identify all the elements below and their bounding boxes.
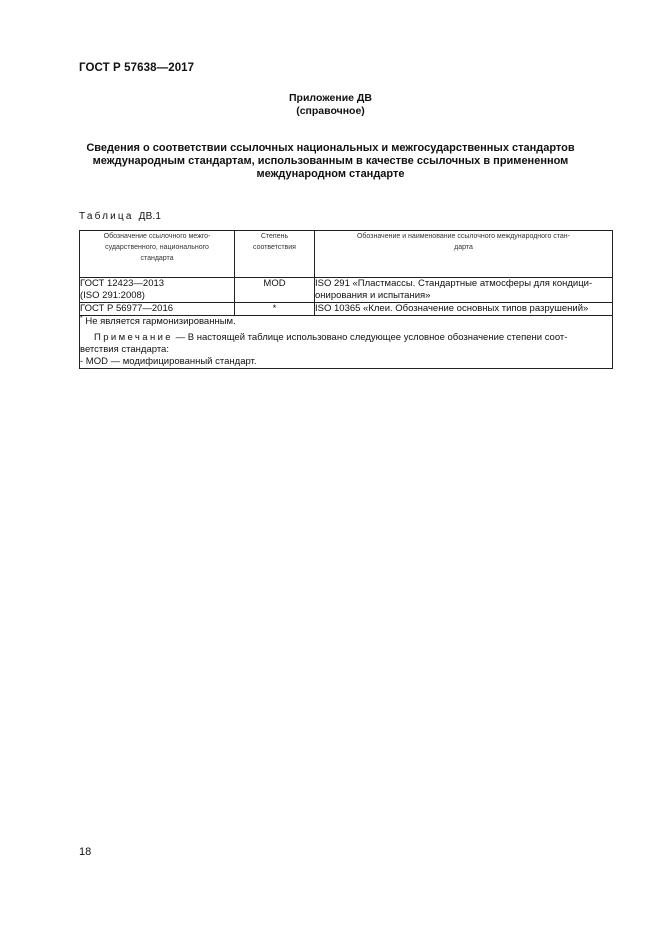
correspondence-table bbox=[79, 230, 613, 369]
header-degree: Степень соответствия bbox=[235, 231, 315, 278]
section-title-line-1: Сведения о соответствии ссылочных национальных и межгосударственных стандартов bbox=[86, 142, 575, 154]
table-caption-word: Таблица bbox=[79, 211, 134, 222]
cell-national-standard: ГОСТ 12423—2013 (ISO 291:2008) bbox=[80, 278, 235, 303]
cell-international-standard: ISO 10365 «Клеи. Обозначение основных типов разрушений» bbox=[315, 303, 613, 316]
cell-international-standard: ISO 291 «Пластмассы. Стандартные атмосферы для кондици- онирования и испытания» bbox=[315, 278, 613, 303]
note-text-3: - MOD — модифицированный стандарт. bbox=[80, 356, 257, 367]
cell-degree: MOD bbox=[235, 278, 315, 303]
appendix-title: Приложение ДВ bbox=[289, 92, 372, 104]
cell-degree: * bbox=[235, 303, 315, 316]
note-first-line bbox=[80, 332, 612, 344]
appendix-heading bbox=[0, 92, 661, 118]
section-title-line-3: международном стандарте bbox=[256, 168, 405, 180]
table-notes bbox=[80, 316, 613, 369]
footnote-mark: * bbox=[80, 315, 83, 322]
section-title bbox=[0, 142, 661, 181]
footnote-text: Не является гармонизированным. bbox=[85, 316, 236, 327]
table-caption-number: ДВ.1 bbox=[138, 211, 162, 222]
note-text-1: — В настоящей таблице использовано следующее условное обозначение степени соот- bbox=[173, 332, 568, 343]
table-row bbox=[80, 303, 613, 316]
table-caption bbox=[79, 211, 161, 222]
note-text-2: ветствия стандарта: bbox=[80, 344, 169, 355]
cell-national-standard: ГОСТ Р 56977—2016 bbox=[80, 303, 235, 316]
table-note-row bbox=[80, 316, 613, 369]
header-national-standard: Обозначение ссылочного межго- сударственного, национального стандарта bbox=[80, 231, 235, 278]
note-label: Примечание bbox=[94, 332, 173, 343]
footnote bbox=[80, 316, 612, 328]
table-row bbox=[80, 278, 613, 303]
header-international-standard: Обозначение и наименование ссылочного международного стан- дарта bbox=[315, 231, 613, 278]
table-header-row bbox=[80, 231, 613, 278]
page-number: 18 bbox=[79, 846, 92, 858]
appendix-type: (справочное) bbox=[296, 105, 365, 117]
section-title-line-2: международным стандартам, использованным в качестве ссылочных в примененном bbox=[92, 155, 569, 167]
document-code: ГОСТ Р 57638—2017 bbox=[79, 62, 195, 74]
